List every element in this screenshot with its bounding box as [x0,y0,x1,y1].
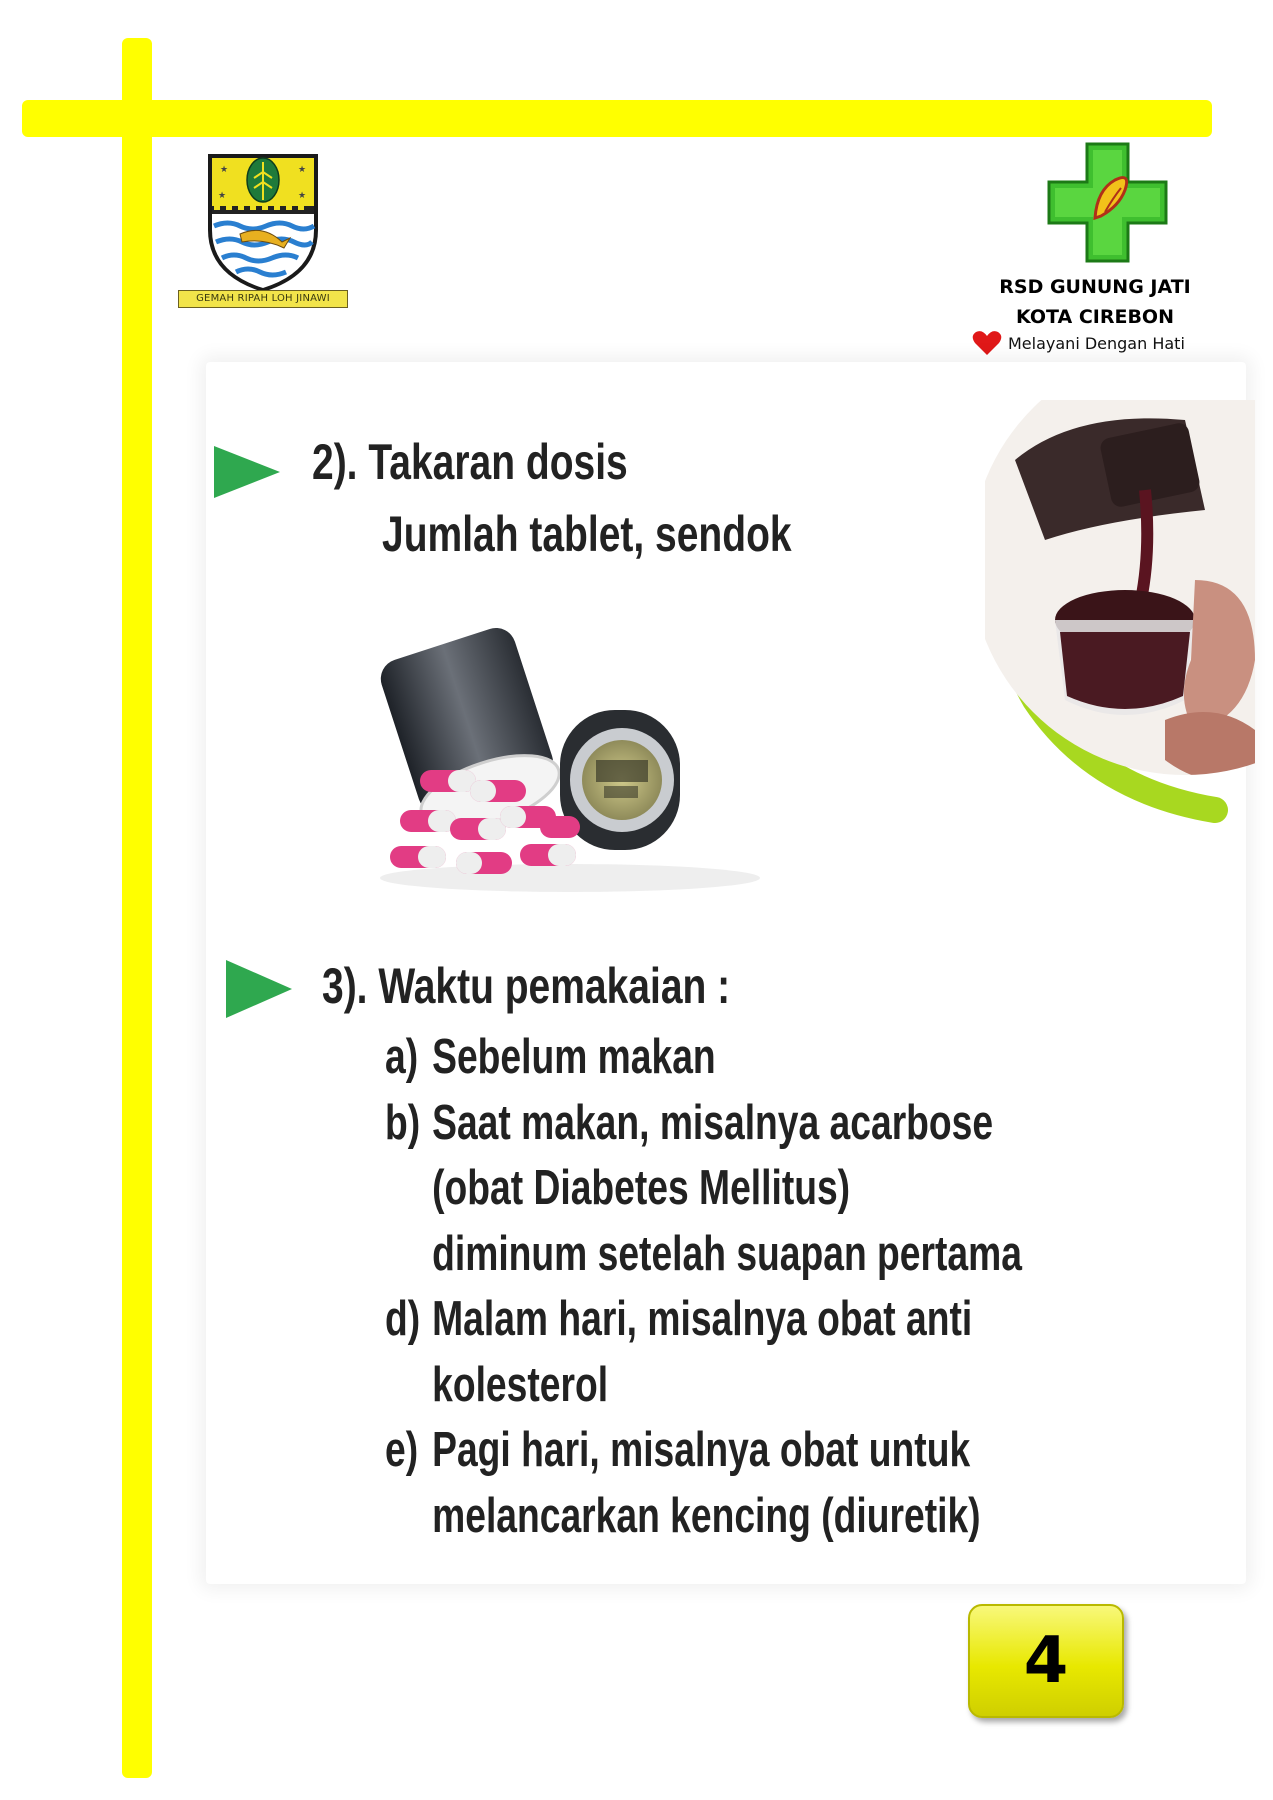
list-item [385,1287,1022,1418]
pill-bottle-and-clock-image [360,620,780,900]
heart-icon [972,330,1002,356]
green-arrow-icon [214,446,280,498]
list-item-text: Saat makan, misalnya acarbose [432,1095,994,1150]
list-item-text: Sebelum makan [432,1030,716,1084]
hospital-name [960,272,1230,332]
svg-text:★: ★ [298,191,307,201]
list-item-label: d) [385,1292,421,1346]
hospital-motto [972,330,1185,356]
section3-heading: 3). Waktu pemakaian : [322,958,731,1014]
hospital-cross-logo-icon [1045,140,1170,265]
svg-text:★: ★ [220,165,229,175]
list-item-text: diminum setelah suapan pertama [432,1226,1022,1281]
list-item-label: e) [385,1423,419,1477]
list-item [385,1091,1022,1288]
usage-time-list [385,1025,1022,1549]
left-yellow-bar [122,38,152,1778]
svg-text:★: ★ [218,191,227,201]
page-number-badge [968,1604,1124,1718]
list-item [385,1418,1022,1549]
hospital-name-line1: RSD GUNUNG JATI [999,276,1191,298]
list-item-label: b) [385,1095,421,1150]
list-item-text: kolesterol [432,1357,609,1412]
crest-shield-icon [178,150,348,295]
svg-text:★: ★ [298,165,307,175]
top-yellow-bar [22,100,1212,137]
syrup-dosing-cup-image [955,400,1255,830]
hospital-motto-text: Melayani Dengan Hati [1008,333,1185,353]
list-item-text: Pagi hari, misalnya obat untuk [432,1423,971,1477]
page-number: 4 [1023,1624,1069,1698]
list-item [385,1025,1022,1091]
list-item-text: Malam hari, misalnya obat anti [432,1292,973,1346]
section2-heading: 2). Takaran dosis [312,434,628,490]
city-crest-logo [178,150,348,310]
green-arrow-icon [226,960,292,1018]
list-item-text: melancarkan kencing (diuretik) [432,1488,981,1543]
crest-motto-ribbon: GEMAH RIPAH LOH JINAWI [178,290,348,308]
hospital-name-line2: KOTA CIREBON [1016,306,1174,328]
list-item-text: (obat Diabetes Mellitus) [432,1161,851,1215]
section2-subheading: Jumlah tablet, sendok [382,506,792,562]
list-item-label: a) [385,1030,419,1084]
